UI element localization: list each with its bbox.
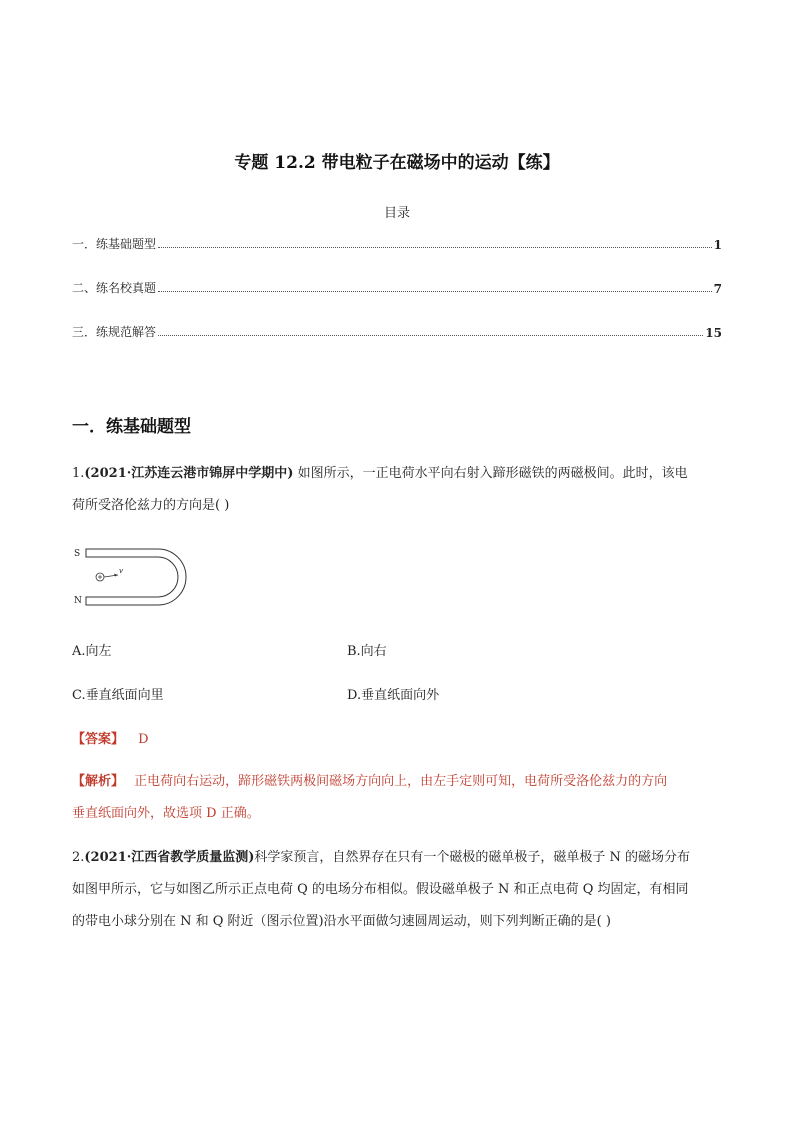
question-text: 如图所示，一正电荷水平向右射入蹄形磁铁的两磁极间。此时，该电 <box>297 466 688 481</box>
analysis-line-1 <box>72 766 724 798</box>
analysis-text: 正电荷向右运动，蹄形磁铁两极间磁场方向向上，由左手定则可知，电荷所受洛伦兹力的方向 <box>134 774 668 789</box>
magnet-pole-n-label: N <box>74 596 82 606</box>
toc-leader-dots <box>158 247 712 248</box>
toc-row-2[interactable] <box>72 276 722 296</box>
answer-line <box>72 728 149 747</box>
analysis-block <box>72 766 724 830</box>
option-b[interactable]: B.向右 <box>347 644 387 659</box>
toc-row-3[interactable] <box>72 320 722 340</box>
question-2 <box>72 842 724 938</box>
section-heading-1: 一．练基础题型 <box>72 417 191 437</box>
toc-row-label: 三．练规范解答 <box>72 325 157 339</box>
answer-tag: 【答案】 <box>72 732 125 747</box>
question-2-line-1 <box>72 842 724 874</box>
question-source: (2021·江苏连云港市锦屏中学期中) <box>84 466 294 481</box>
toc-row-page: 1 <box>713 238 722 252</box>
velocity-arrowhead-icon <box>114 574 118 577</box>
toc-row-1[interactable] <box>72 232 722 252</box>
question-number: 2. <box>72 850 85 865</box>
answer-value: D <box>138 732 149 747</box>
question-2-line-2: 如图甲所示，它与如图乙所示正点电荷 Q 的电场分布相似。假设磁单极子 N 和正点电荷 Q 均固定，有相同 <box>72 882 689 897</box>
toc-row-label: 二、练名校真题 <box>72 281 157 295</box>
question-1-line-1 <box>72 458 724 490</box>
question-1-line-2: 荷所受洛伦兹力的方向是( ) <box>72 498 230 513</box>
question-source: (2021·江西省教学质量监测) <box>84 850 255 865</box>
document-title: 专题 12.2 带电粒子在磁场中的运动【练】 <box>234 153 560 173</box>
option-d[interactable]: D.垂直纸面向外 <box>347 688 440 703</box>
toc-leader-dots <box>158 335 703 336</box>
question-1 <box>72 458 724 522</box>
toc-row-page: 7 <box>713 282 722 296</box>
question-2-line-3: 的带电小球分别在 N 和 Q 附近（图示位置)沿水平面做匀速圆周运动，则下列判断正确的是( ) <box>72 914 611 929</box>
horseshoe-magnet-figure <box>72 540 202 610</box>
magnet-pole-s-label: S <box>74 549 81 559</box>
option-c[interactable]: C.垂直纸面向里 <box>72 688 164 703</box>
velocity-label: v <box>119 567 123 575</box>
analysis-line-2: 垂直纸面向外，故选项 D 正确。 <box>72 806 260 821</box>
question-number: 1. <box>72 466 85 481</box>
toc-heading: 目录 <box>383 206 410 221</box>
option-a[interactable]: A.向左 <box>72 644 112 659</box>
question-text: 科学家预言，自然界存在只有一个磁极的磁单极子，磁单极子 N 的磁场分布 <box>254 850 691 865</box>
toc-row-page: 15 <box>705 326 722 340</box>
analysis-tag: 【解析】 <box>72 774 125 789</box>
toc-row-label: 一．练基础题型 <box>72 237 157 251</box>
toc-leader-dots <box>158 291 712 292</box>
